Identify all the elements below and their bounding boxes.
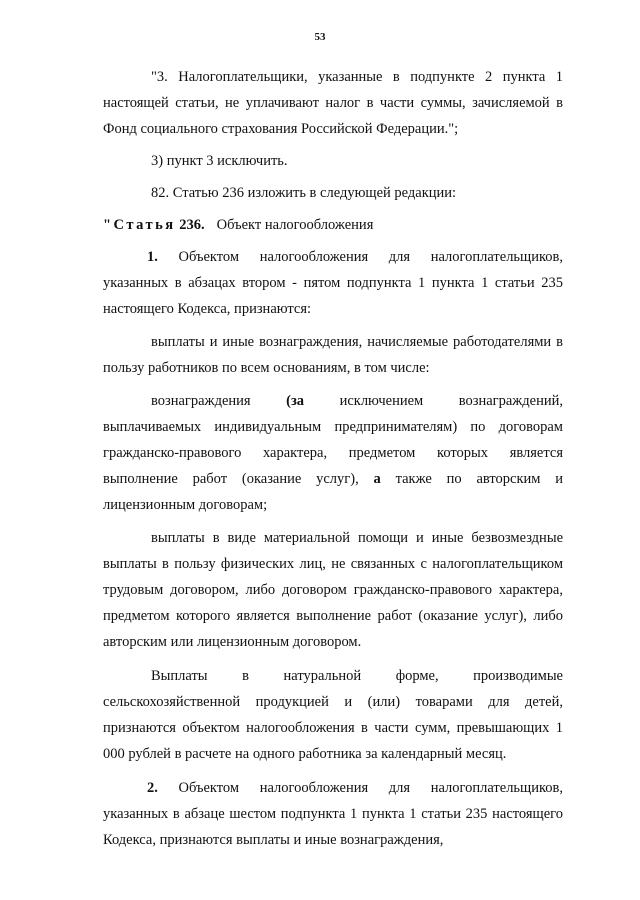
paragraph-in-kind-payments: Выплаты в натуральной форме, производимые сельскохозяйственной продукцией и (или) товарами для детей, признаются объектом налогообложения в части сумм, превышающих 1 000 рублей в расчете на одного работника за календарный месяц. — [103, 668, 563, 762]
paragraph-object-1-number: 1. — [147, 249, 158, 265]
paragraph-rewards-d: а — [373, 471, 381, 487]
paragraph-object-1-text: Объектом налогообложения для налогоплательщиков, указанных в абзацах втором - пятом подпункта 1 пункта 1 статьи 235 настоящего Кодекса, признаются: — [103, 249, 563, 317]
article-heading-title: Объект налогообложения — [216, 217, 374, 233]
article-heading-number: 236. — [179, 217, 205, 233]
paragraph-item-82: 82. Статью 236 изложить в следующей редакции: — [151, 185, 457, 201]
paragraph-clause-3-quote: "3. Налогоплательщики, указанные в подпункте 2 пункта 1 настоящей статьи, не уплачивают налог в части суммы, зачисляемой в Фонд социального страхования Российской Федерации."; — [103, 69, 563, 137]
article-heading — [103, 212, 563, 238]
paragraph-rewards — [103, 388, 563, 518]
paragraph-rewards-e: также по авторским и лицензионным договорам; — [103, 471, 564, 513]
paragraph-object-1 — [103, 244, 563, 322]
paragraph-payments: выплаты и иные вознаграждения, начисляемые работодателями в пользу работников по всем основаниям, в том числе: — [103, 334, 563, 376]
paragraph-item-3-remove: 3) пункт 3 исключить. — [151, 153, 288, 169]
paragraph-object-2-number: 2. — [147, 780, 158, 796]
paragraph-rewards-c: исключением вознаграждений, выплачиваемых индивидуальным предпринимателям) по договорам гражданско-правового характера, предметом которых является выполнение работ (оказание услуг), — [103, 393, 564, 487]
paragraph-material-aid: выплаты в виде материальной помощи и иные безвозмездные выплаты в пользу физических лиц, не связанных с налогоплательщиком трудовым договором, либо договором гражданско-правового характера, предметом которого является выполнение работ (оказание услуг), либо авторским или лицензионным договором. — [103, 530, 563, 650]
page-number: 53 — [314, 31, 326, 43]
paragraph-object-2 — [103, 775, 563, 853]
paragraph-rewards-b: (за — [286, 393, 305, 409]
paragraph-rewards-a: вознаграждения — [151, 393, 251, 409]
paragraph-object-2-text: Объектом налогообложения для налогоплательщиков, указанных в абзаце шестом подпункта 1 пункта 1 статьи 235 настоящего Кодекса, признаются выплаты и иные вознаграждения, — [103, 780, 563, 848]
document-body — [103, 64, 563, 853]
article-heading-lead: "Статья — [103, 217, 176, 233]
